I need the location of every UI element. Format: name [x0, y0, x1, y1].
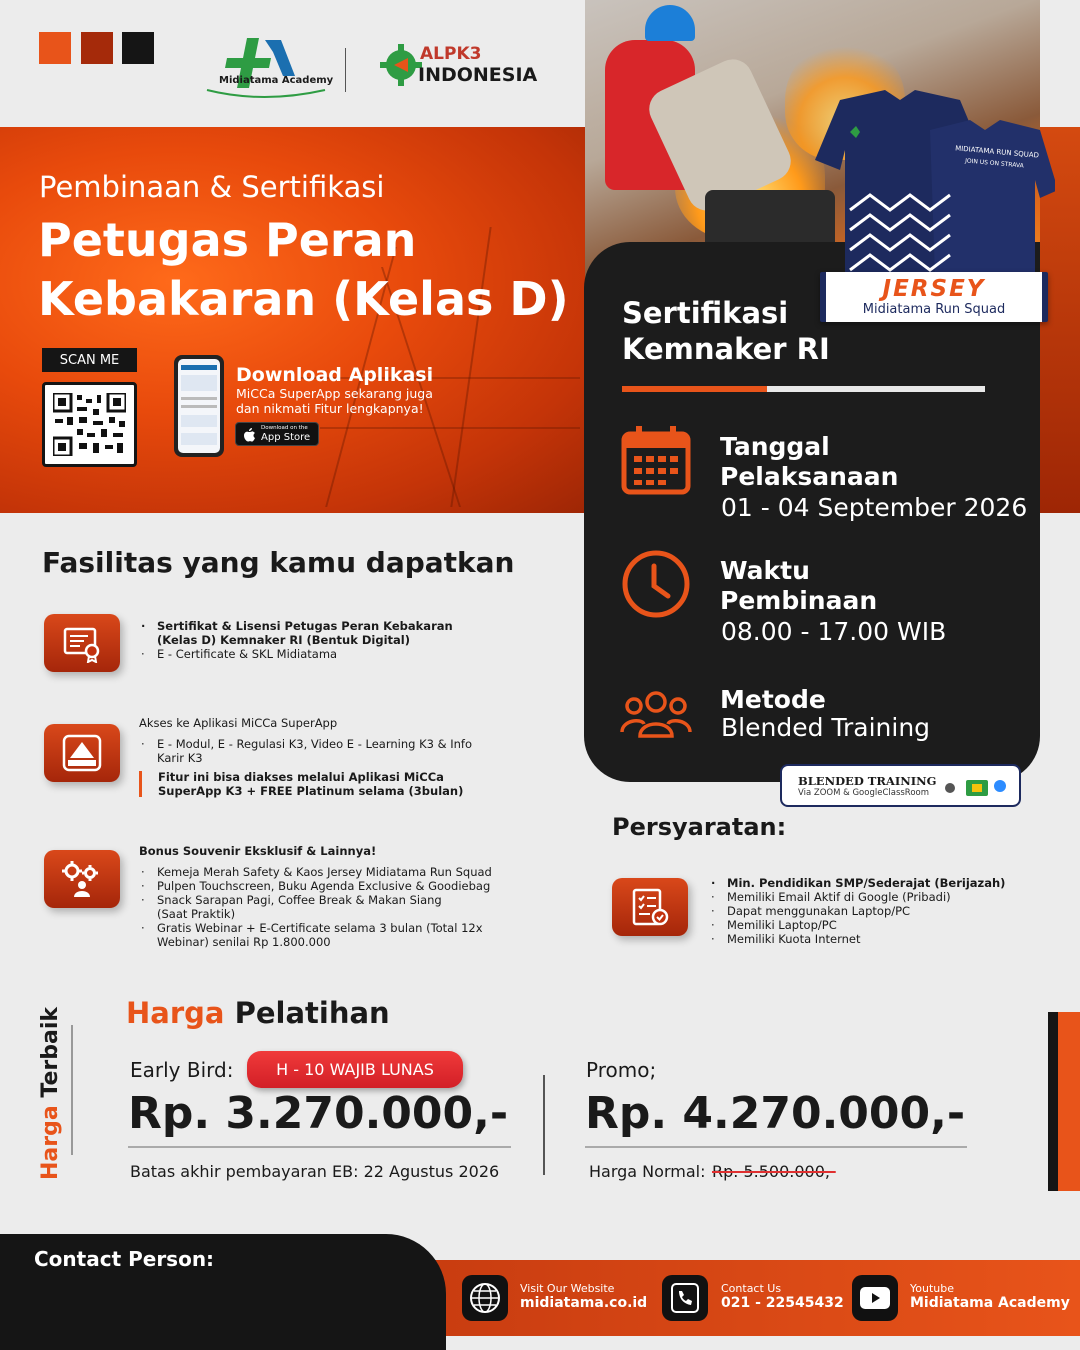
alpk3-top-text: ALPK3	[420, 44, 482, 64]
early-bird-underline	[128, 1146, 511, 1148]
time-label-line1: Waktu	[720, 556, 810, 585]
side-word-rest: Terbaik	[38, 1007, 63, 1098]
list-item: · Dapat menggunakan Laptop/PC	[709, 904, 1029, 918]
date-value: 01 - 04 September 2026	[721, 493, 1028, 522]
side-vertical-line	[71, 1025, 73, 1155]
qr-code[interactable]	[42, 382, 137, 467]
price-heading-accent: Harga	[126, 996, 225, 1030]
certificate-icon	[62, 623, 102, 663]
phone-number[interactable]: 021 - 22545432	[721, 1295, 844, 1311]
app-pro-icon	[60, 734, 104, 772]
requirements-list	[709, 876, 1029, 946]
website-icon-box[interactable]	[462, 1275, 508, 1321]
price-heading-rest: Pelatihan	[234, 996, 390, 1030]
best-price-vertical-label	[38, 980, 68, 1180]
youtube-label: Youtube	[910, 1282, 954, 1295]
checklist-icon-box	[612, 878, 688, 936]
youtube-icon	[858, 1285, 892, 1311]
right-accent-bar	[1048, 1012, 1080, 1191]
requirements-heading: Persyaratan:	[612, 813, 787, 841]
app-store-button[interactable]	[235, 422, 319, 446]
list-item: · E - Modul, E - Regulasi K3, Video E - Learning K3 & Info Karir K3	[139, 737, 499, 765]
youtube-icon-box[interactable]	[852, 1275, 898, 1321]
youtube-channel[interactable]: Midiatama Academy	[910, 1295, 1070, 1311]
scan-me-label: SCAN ME	[42, 348, 137, 372]
app-pro-icon-box	[44, 724, 120, 782]
blended-badge-sub: Via ZOOM & GoogleClassRoom	[798, 788, 930, 798]
date-label-line2: Pelaksanaan	[720, 462, 899, 491]
hero-title-line1: Petugas Peran	[38, 213, 417, 267]
contact-person-label: Contact Person:	[34, 1247, 215, 1271]
app-download-title: Download Aplikasi	[236, 364, 434, 386]
jersey-shirt-text1: MIDIATAMA RUN SQUAD	[954, 144, 1040, 160]
promo-underline	[585, 1146, 967, 1148]
bonus-icon-box	[44, 850, 120, 908]
square-orange	[39, 32, 71, 64]
card-title-line1: Sertifikasi	[622, 296, 789, 330]
list-item: · Memiliki Kuota Internet	[709, 932, 1029, 946]
list-item: · Min. Pendidikan SMP/Sederajat (Berijazah)	[709, 876, 1029, 890]
midiatama-logo	[203, 32, 334, 100]
card-title-line2: Kemnaker RI	[622, 332, 830, 366]
facilities-block3-intro: Bonus Souvenir Eksklusif & Lainnya!	[139, 844, 377, 858]
phone-label: Contact Us	[721, 1282, 782, 1295]
price-column-divider	[543, 1075, 545, 1175]
zoom-classroom-icons	[944, 778, 1010, 798]
time-label-line2: Pembinaan	[720, 586, 878, 615]
list-item: · Sertifikat & Lisensi Petugas Peran Kebakaran (Kelas D) Kemnaker RI (Bentuk Digital)	[139, 619, 469, 647]
app-desc-line2: dan nikmati Fitur lengkapnya!	[236, 401, 424, 416]
group-people-icon	[620, 688, 692, 740]
time-value: 08.00 - 17.00 WIB	[721, 617, 947, 646]
early-bird-price: Rp. 3.270.000,-	[128, 1088, 509, 1139]
early-bird-badge: H - 10 WAJIB LUNAS	[247, 1051, 463, 1088]
list-item: · Snack Sarapan Pagi, Coffee Break & Makan Siang (Saat Praktik)	[139, 893, 519, 921]
normal-price-label: Harga Normal:	[589, 1162, 706, 1181]
facilities-list-3	[139, 865, 519, 949]
phone-icon-box[interactable]	[662, 1275, 708, 1321]
alpk3-logo	[360, 40, 538, 90]
facilities-block2-intro: Akses ke Aplikasi MiCCa SuperApp	[139, 716, 338, 730]
facilities-list-1	[139, 619, 469, 661]
list-item: · Kemeja Merah Safety & Kaos Jersey Midiatama Run Squad	[139, 865, 519, 879]
midiatama-logo-icon	[203, 32, 328, 100]
square-black	[122, 32, 154, 64]
square-red	[81, 32, 113, 64]
logo-divider	[345, 48, 346, 92]
facilities-note-line1: Fitur ini bisa diakses melalui Aplikasi MiCCa	[158, 770, 444, 784]
card-divider-accent	[622, 386, 767, 392]
hero-subtitle: Pembinaan & Sertifikasi	[39, 170, 385, 204]
phone-mockup	[174, 355, 224, 457]
qr-code-icon	[53, 393, 126, 456]
list-item: · Pulpen Touchscreen, Buku Agenda Exclusive & Goodiebag	[139, 879, 519, 893]
phone-icon	[668, 1281, 702, 1315]
globe-icon	[468, 1281, 502, 1315]
website-label: Visit Our Website	[520, 1282, 615, 1295]
side-word-accent: Harga	[38, 1105, 63, 1180]
list-item: · Memiliki Email Aktif di Google (Pribadi)	[709, 890, 1029, 904]
app-store-small-text: Download on the	[261, 425, 308, 431]
promo-label: Promo;	[586, 1058, 657, 1082]
promo-price: Rp. 4.270.000,-	[585, 1088, 966, 1139]
note-accent-bar	[139, 771, 142, 797]
academy-logo-text: Midiatama Academy	[219, 75, 334, 86]
method-value: Blended Training	[721, 713, 931, 742]
gears-user-icon	[60, 859, 104, 899]
price-heading	[126, 996, 390, 1030]
jersey-badge	[820, 272, 1048, 322]
list-item: · Memiliki Laptop/PC	[709, 918, 1029, 932]
website-link[interactable]: midiatama.co.id	[520, 1295, 648, 1311]
method-label: Metode	[720, 685, 826, 714]
hero-title-line2: Kebakaran (Kelas D)	[38, 272, 569, 326]
blended-training-badge	[780, 764, 1021, 807]
alpk3-bottom-text: INDONESIA	[418, 64, 538, 86]
app-desc-line1: MiCCa SuperApp sekarang juga	[236, 386, 433, 401]
certificate-icon-box	[44, 614, 120, 672]
list-item: · E - Certificate & SKL Midiatama	[139, 647, 469, 661]
jersey-title: JERSEY	[882, 276, 986, 302]
calendar-icon	[620, 424, 692, 496]
early-bird-deadline: Batas akhir pembayaran EB: 22 Agustus 2026	[130, 1162, 500, 1181]
checklist-icon	[630, 886, 670, 928]
facilities-list-2	[139, 737, 499, 765]
apple-icon	[244, 428, 256, 442]
blended-badge-title: BLENDED TRAINING	[798, 774, 937, 788]
app-store-big-text: App Store	[261, 432, 311, 443]
normal-price-value: Rp. 5.500.000,-	[712, 1162, 836, 1181]
clock-icon	[620, 548, 692, 620]
facilities-heading: Fasilitas yang kamu dapatkan	[42, 546, 515, 579]
date-label-line1: Tanggal	[720, 432, 830, 461]
jersey-shirt-icon	[800, 90, 1055, 280]
jersey-image	[800, 90, 1055, 280]
jersey-subtitle: Midiatama Run Squad	[862, 302, 1006, 317]
list-item: · Gratis Webinar + E-Certificate selama 3 bulan (Total 12x Webinar) senilai Rp 1.800.000	[139, 921, 519, 949]
facilities-note-line2: SuperApp K3 + FREE Platinum selama (3bulan)	[158, 784, 464, 798]
jersey-shirt-text2: JOIN US ON STRAVA	[964, 157, 1025, 170]
early-bird-label: Early Bird:	[130, 1058, 234, 1082]
